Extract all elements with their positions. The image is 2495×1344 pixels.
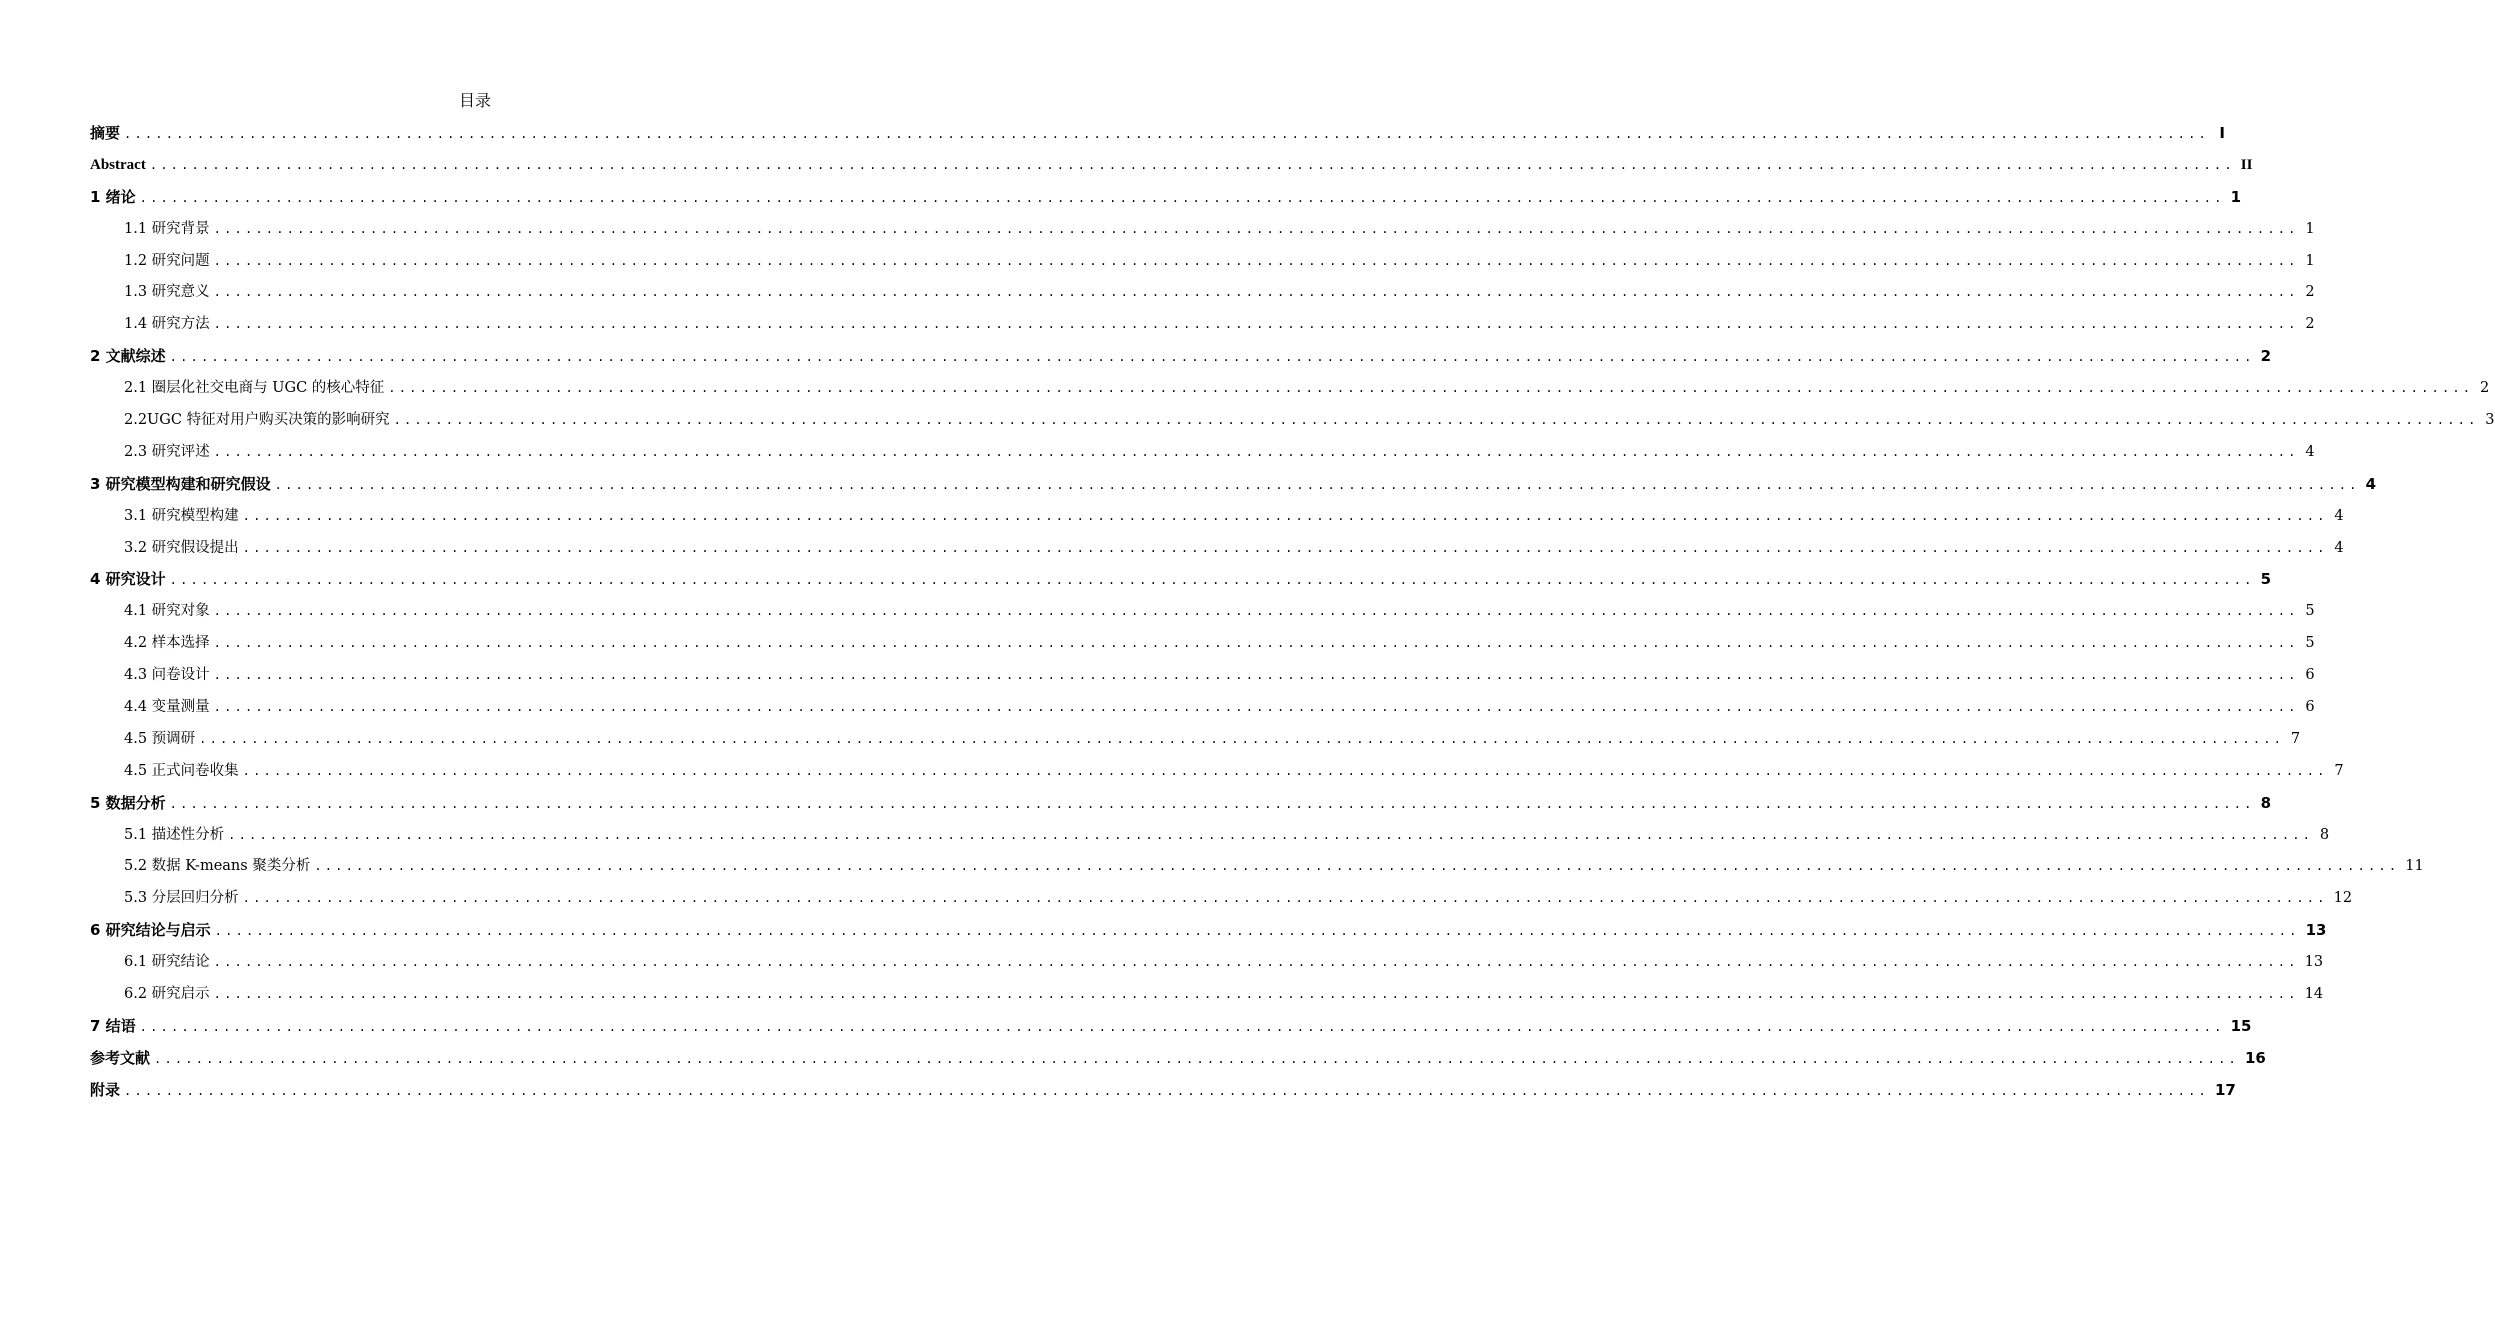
toc-dot-leader: ........................................................................................................................................................................................................ [139,190,2225,205]
toc-section-entry[interactable] [90,851,2424,883]
toc-entry-label: 5 数据分析 [90,793,166,812]
toc-dot-leader: ........................................................................................................................................................................................................ [124,127,2209,141]
toc-dot-leader: ........................................................................................................................................................................................................ [213,285,2299,300]
toc-page-number: 13 [2304,954,2324,971]
toc-dot-leader: ........................................................................................................................................................................................................ [169,573,2255,588]
toc-entry-label: 6.1 研究结论 [124,954,210,971]
toc-page-number: 7 [2334,762,2344,779]
toc-section-entry[interactable] [90,628,2315,660]
toc-chapter-entry[interactable] [90,1075,2236,1107]
toc-chapter-entry[interactable] [90,564,2272,596]
toc-entry-label: 1.3 研究意义 [124,284,210,301]
toc-dot-leader: ........................................................................................................................................................................................................ [242,508,2328,523]
toc-section-entry[interactable] [90,820,2330,852]
toc-chapter-entry[interactable] [90,150,2253,182]
toc-entry-label: 6 研究结论与启示 [90,921,211,940]
toc-dot-leader: ........................................................................................................................................................................................................ [149,157,2235,172]
toc-dot-leader: ........................................................................................................................................................................................................ [213,253,2299,268]
toc-title: 目录 [458,91,491,110]
toc-chapter-entry[interactable] [90,182,2242,214]
toc-entry-label: 附录 [90,1080,121,1099]
toc-dot-leader: ........................................................................................................................................................................................................ [169,796,2255,811]
toc-section-entry[interactable] [90,883,2353,915]
toc-page-number: 14 [2304,986,2324,1003]
toc-entry-label: 4.5 预调研 [124,730,196,747]
toc-chapter-entry[interactable] [90,915,2327,947]
toc-entry-label: 4.3 问卷设计 [124,667,210,684]
toc-dot-leader: ........................................................................................................................................................................................................ [124,1083,2209,1098]
toc-page-number: 4 [2334,539,2344,556]
toc-list [90,118,2495,1107]
toc-page-number: 5 [2305,603,2315,620]
toc-section-entry[interactable] [90,246,2315,278]
toc-chapter-entry[interactable] [90,1043,2266,1075]
toc-section-entry[interactable] [90,533,2344,565]
toc-dot-leader: ........................................................................................................................................................................................................ [213,604,2299,619]
toc-dot-leader: ........................................................................................................................................................................................................ [242,540,2328,555]
toc-section-entry[interactable] [90,947,2324,979]
toc-entry-label: 1.1 研究背景 [124,220,210,237]
toc-entry-label: 7 结语 [90,1016,136,1035]
toc-page-number: 5 [2305,635,2315,652]
toc-dot-leader: ........................................................................................................................................................................................................ [139,1019,2225,1034]
toc-page-number: 2 [2305,284,2315,301]
toc-section-entry[interactable] [90,214,2315,246]
toc-section-entry[interactable] [90,405,2495,437]
toc-dot-leader: ........................................................................................................................................................................................................ [169,350,2255,365]
toc-page-number: 12 [2333,890,2353,907]
toc-section-entry[interactable] [90,756,2344,788]
toc-page-number: 16 [2244,1048,2266,1067]
toc-page-number: 8 [2260,793,2272,812]
toc-section-entry[interactable] [90,979,2324,1011]
toc-entry-label: 4.4 变量测量 [124,699,210,716]
toc-entry-label: 5.2 数据 K-means 聚类分析 [124,858,311,875]
toc-entry-label: 4.2 样本选择 [124,635,210,652]
toc-page-number: 6 [2305,667,2315,684]
toc-page-number: 15 [2230,1016,2252,1035]
toc-section-entry[interactable] [90,277,2315,309]
toc-chapter-entry[interactable] [90,469,2377,501]
toc-dot-leader: ........................................................................................................................................................................................................ [228,827,2314,842]
toc-page-number: II [2240,156,2253,173]
toc-dot-leader: ........................................................................................................................................................................................................ [199,731,2285,746]
toc-section-entry[interactable] [90,501,2344,533]
toc-section-entry[interactable] [90,724,2301,756]
toc-entry-label: 1 绪论 [90,187,136,206]
toc-dot-leader: ........................................................................................................................................................................................................ [242,891,2328,906]
toc-dot-leader: ........................................................................................................................................................................................................ [213,668,2299,683]
toc-page-number: 2 [2305,316,2315,333]
toc-entry-label: 1.4 研究方法 [124,316,210,333]
toc-page-number: 1 [2305,220,2315,237]
toc-section-entry[interactable] [90,660,2315,692]
toc-dot-leader: ........................................................................................................................................................................................................ [154,1051,2239,1066]
toc-page-number: 1 [2305,252,2315,269]
toc-page-number: 1 [2230,187,2242,206]
toc-section-entry[interactable] [90,596,2315,628]
toc-page-number: 3 [2485,412,2495,429]
toc-dot-leader: ........................................................................................................................................................................................................ [213,317,2299,332]
toc-page-number: 17 [2214,1080,2236,1099]
toc-entry-label: 3 研究模型构建和研究假设 [90,474,271,493]
toc-entry-label: 4.1 研究对象 [124,603,210,620]
toc-chapter-entry[interactable] [90,1011,2252,1043]
toc-page-number: 7 [2290,730,2301,747]
toc-dot-leader: ........................................................................................................................................................................................................ [213,987,2299,1002]
toc-entry-label: 2 文献综述 [90,347,166,366]
toc-page-number: 4 [2305,443,2315,460]
toc-section-entry[interactable] [90,692,2315,724]
toc-entry-label: 5.3 分层回归分析 [124,890,239,907]
toc-entry-label: 1.2 研究问题 [124,252,210,269]
toc-page-number: 4 [2334,507,2344,524]
toc-entry-label: 3.2 研究假设提出 [124,539,239,556]
toc-chapter-entry[interactable] [90,341,2272,373]
toc-page-number: 6 [2305,699,2315,716]
toc-entry-label: 5.1 描述性分析 [124,826,225,843]
toc-entry-label: 3.1 研究模型构建 [124,507,239,524]
toc-section-entry[interactable] [90,309,2315,341]
toc-chapter-entry[interactable] [90,118,2225,150]
toc-page-number: 5 [2260,570,2272,589]
toc-dot-leader: ........................................................................................................................................................................................................ [314,859,2400,874]
toc-page-number: 2 [2260,347,2272,366]
toc-page-number: I [2219,124,2225,142]
toc-dot-leader: ........................................................................................................................................................................................................ [388,381,2474,396]
toc-entry-label: 2.3 研究评述 [124,443,210,460]
toc-entry-label: 6.2 研究启示 [124,986,210,1003]
toc-page-number: 4 [2365,474,2377,493]
toc-page-number: 2 [2479,380,2490,397]
toc-entry-label: 4.5 正式问卷收集 [124,762,239,779]
toc-dot-leader: ........................................................................................................................................................................................................ [213,444,2299,459]
toc-page-number: 13 [2305,921,2327,940]
toc-page-number: 8 [2319,826,2330,843]
toc-entry-label: Abstract [90,156,146,173]
toc-entry-label: 2.2UGC 特征对用户购买决策的影响研究 [124,412,390,429]
toc-dot-leader: ........................................................................................................................................................................................................ [274,477,2360,492]
toc-dot-leader: ........................................................................................................................................................................................................ [214,924,2300,939]
toc-page-number: 11 [2405,858,2424,875]
toc-entry-label: 2.1 圈层化社交电商与 UGC 的核心特征 [124,380,385,397]
toc-chapter-entry[interactable] [90,788,2272,820]
toc-dot-leader: ........................................................................................................................................................................................................ [213,955,2299,970]
toc-dot-leader: ........................................................................................................................................................................................................ [213,636,2299,651]
toc-section-entry[interactable] [90,437,2315,469]
toc-dot-leader: ........................................................................................................................................................................................................ [242,763,2328,778]
toc-section-entry[interactable] [90,373,2490,405]
toc-dot-leader: ........................................................................................................................................................................................................ [393,413,2479,428]
toc-entry-label: 4 研究设计 [90,570,166,589]
toc-entry-label: 摘要 [90,124,121,142]
toc-dot-leader: ........................................................................................................................................................................................................ [213,700,2299,715]
toc-dot-leader: ........................................................................................................................................................................................................ [213,221,2299,236]
toc-entry-label: 参考文献 [90,1048,151,1067]
